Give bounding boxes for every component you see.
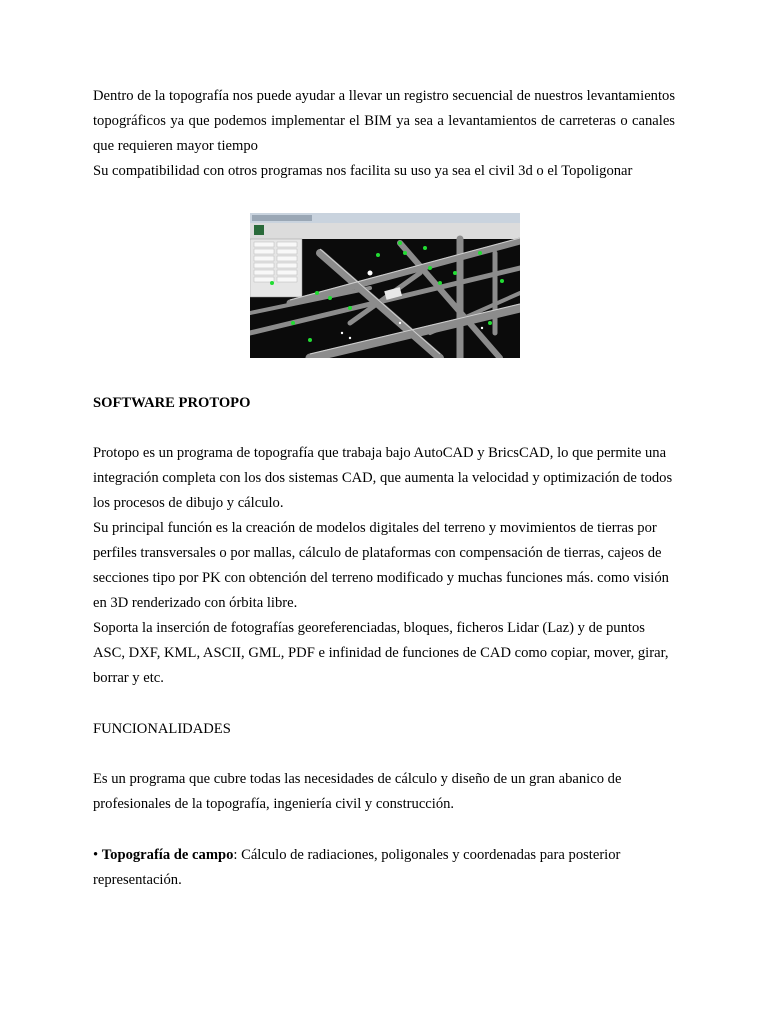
protopo-paragraph-3: Soporta la inserción de fotografías georeferenciadas, bloques, ficheros Lidar (Laz) y de puntos ASC, DXF, KML, ASCII, GML, PDF e infinidad de funciones de CAD como copiar, mover, girar, borrar y etc. (93, 620, 669, 686)
bullet-term: Topografía de campo (101, 847, 234, 863)
protopo-paragraph-2: Su principal función es la creación de modelos digitales del terreno y movimientos de tierras por perfiles transversales o por mallas, cálculo de plataformas con compensación de tierras, cajeos de secciones tipo por PK con obtención del terreno modificado y muchas funciones más. como visión en 3D renderizado con órbita libre. (93, 520, 669, 611)
bullet-topografia-campo (93, 843, 675, 893)
protopo-paragraph-1: Protopo es un programa de topografía que trabaja bajo AutoCAD y BricsCAD, lo que permite una integración completa con los dos sistemas CAD, que aumenta la velocidad y optimización de todos los procesos de dibujo y cálculo. (93, 445, 673, 511)
funcionalidades-paragraph: Es un programa que cubre todas las necesidades de cálculo y diseño de un gran abanico de profesionales de la topografía, ingeniería civil y construcción. (93, 771, 622, 812)
cad-3d-screenshot-figure (250, 213, 520, 358)
ribbon-bar (250, 223, 520, 239)
bullet-marker: • (93, 847, 102, 863)
section-heading-software: SOFTWARE PROTOPO (93, 395, 251, 411)
bullet-text: : Cálculo de radiaciones, poligonales y coordenadas para posterior representación. (93, 847, 621, 888)
section-heading-funcionalidades: FUNCIONALIDADES (93, 721, 231, 737)
intro-paragraph (93, 84, 675, 184)
protopo-logo-icon (254, 225, 264, 235)
intro-text-1: Dentro de la topografía nos puede ayudar a llevar un registro secuencial de nuestros levantamientos topográficos ya que podemos implementar el BIM ya sea a levantamientos de carreteras o canales que requieren mayor tiempo (93, 88, 675, 154)
intro-text-2: Su compatibilidad con otros programas nos facilita su uso ya sea el civil 3d o el Topoligonar (93, 163, 633, 179)
toolbar-strip (252, 215, 312, 221)
protopo-description (93, 441, 675, 691)
